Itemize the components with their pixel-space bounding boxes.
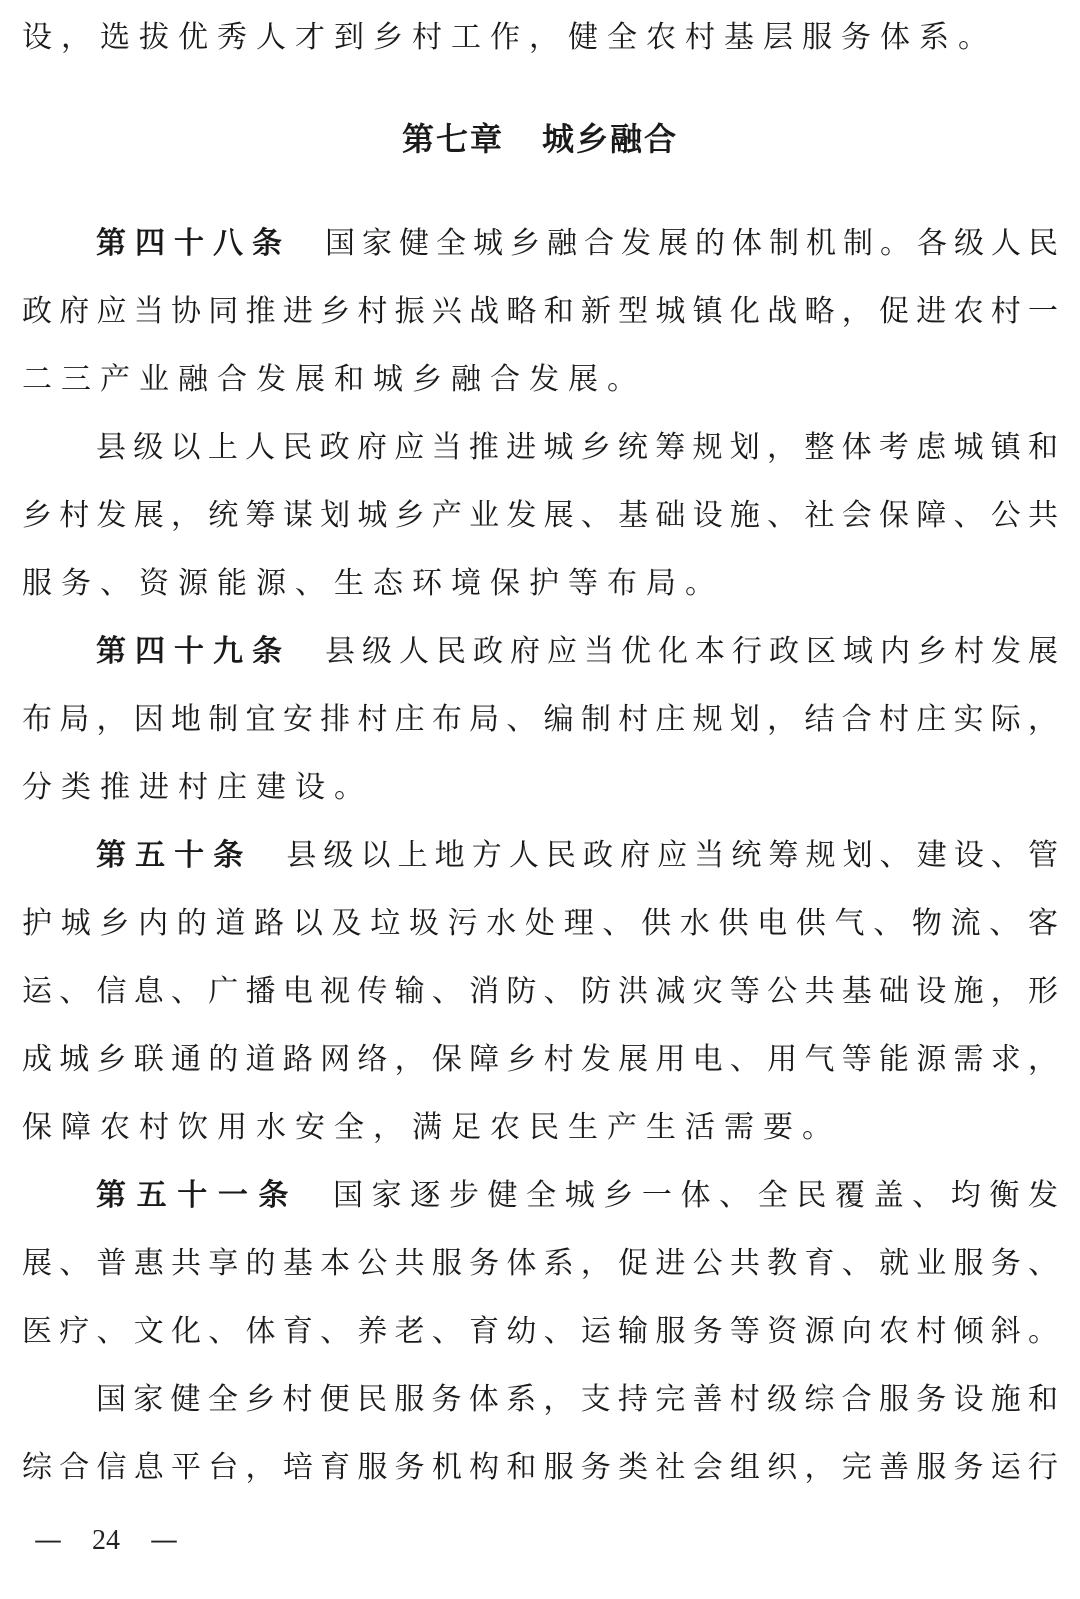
article-51-line-1: 第五十一条 国家逐步健全城乡一体、全民覆盖、均衡发 xyxy=(96,1178,1059,1213)
article-48-line-3: 二三产业融合发展和城乡融合发展。 xyxy=(22,362,646,397)
intro-line: 设，选拔优秀人才到乡村工作，健全农村基层服务体系。 xyxy=(22,20,997,55)
article-48-heading: 第四十八条 xyxy=(96,226,291,261)
article-49-line-1: 第四十九条 县级人民政府应当优化本行政区域内乡村发展 xyxy=(96,634,1058,669)
article-50-line-4: 成城乡联通的道路网络，保障乡村发展用电、用气等能源需求， xyxy=(22,1042,1058,1077)
article-51-para2-line-2: 综合信息平台，培育服务机构和服务类社会组织，完善服务运行 xyxy=(22,1450,1058,1485)
article-50-line-1: 第五十条 县级以上地方人民政府应当统筹规划、建设、管 xyxy=(96,838,1059,873)
page-number-footer xyxy=(30,1522,182,1559)
article-48-para2-line-2: 乡村发展，统筹谋划城乡产业发展、基础设施、社会保障、公共 xyxy=(22,498,1058,533)
article-49-line-3: 分类推进村庄建设。 xyxy=(22,770,373,805)
footer-dash-right: — xyxy=(150,1523,178,1556)
article-48-line-1: 第四十八条 国家健全城乡融合发展的体制机制。各级人民 xyxy=(96,226,1058,261)
article-51-para2-line-1: 国家健全乡村便民服务体系，支持完善村级综合服务设施和 xyxy=(96,1382,1058,1417)
chapter-heading xyxy=(0,118,1080,160)
article-50-heading: 第五十条 xyxy=(96,838,253,873)
article-48-line-2: 政府应当协同推进乡村振兴战略和新型城镇化战略，促进农村一 xyxy=(22,294,1058,329)
article-50-line-3: 运、信息、广播电视传输、消防、防洪减灾等公共基础设施，形 xyxy=(22,974,1058,1009)
article-49-heading: 第四十九条 xyxy=(96,634,291,669)
footer-dash-left: — xyxy=(34,1523,62,1556)
article-51-heading: 第五十一条 xyxy=(96,1178,300,1213)
article-51-line-2: 展、普惠共享的基本公共服务体系，促进公共教育、就业服务、 xyxy=(22,1246,1058,1281)
page-number: 24 xyxy=(92,1525,120,1556)
article-49-line-2: 布局，因地制宜安排村庄布局、编制村庄规划，结合村庄实际， xyxy=(22,702,1058,737)
article-50-line-2: 护城乡内的道路以及垃圾污水处理、供水供电供气、物流、客 xyxy=(22,906,1058,941)
article-50-line-5: 保障农村饮用水安全，满足农民生产生活需要。 xyxy=(22,1110,841,1145)
chapter-title: 城乡融合 xyxy=(542,120,679,158)
article-48-para2-line-1: 县级以上人民政府应当推进城乡统筹规划，整体考虑城镇和 xyxy=(96,430,1058,465)
article-51-line-3: 医疗、文化、体育、养老、育幼、运输服务等资源向农村倾斜。 xyxy=(22,1314,1058,1349)
article-48-para2-line-3: 服务、资源能源、生态环境保护等布局。 xyxy=(22,566,724,601)
chapter-number: 第七章 xyxy=(401,120,504,158)
